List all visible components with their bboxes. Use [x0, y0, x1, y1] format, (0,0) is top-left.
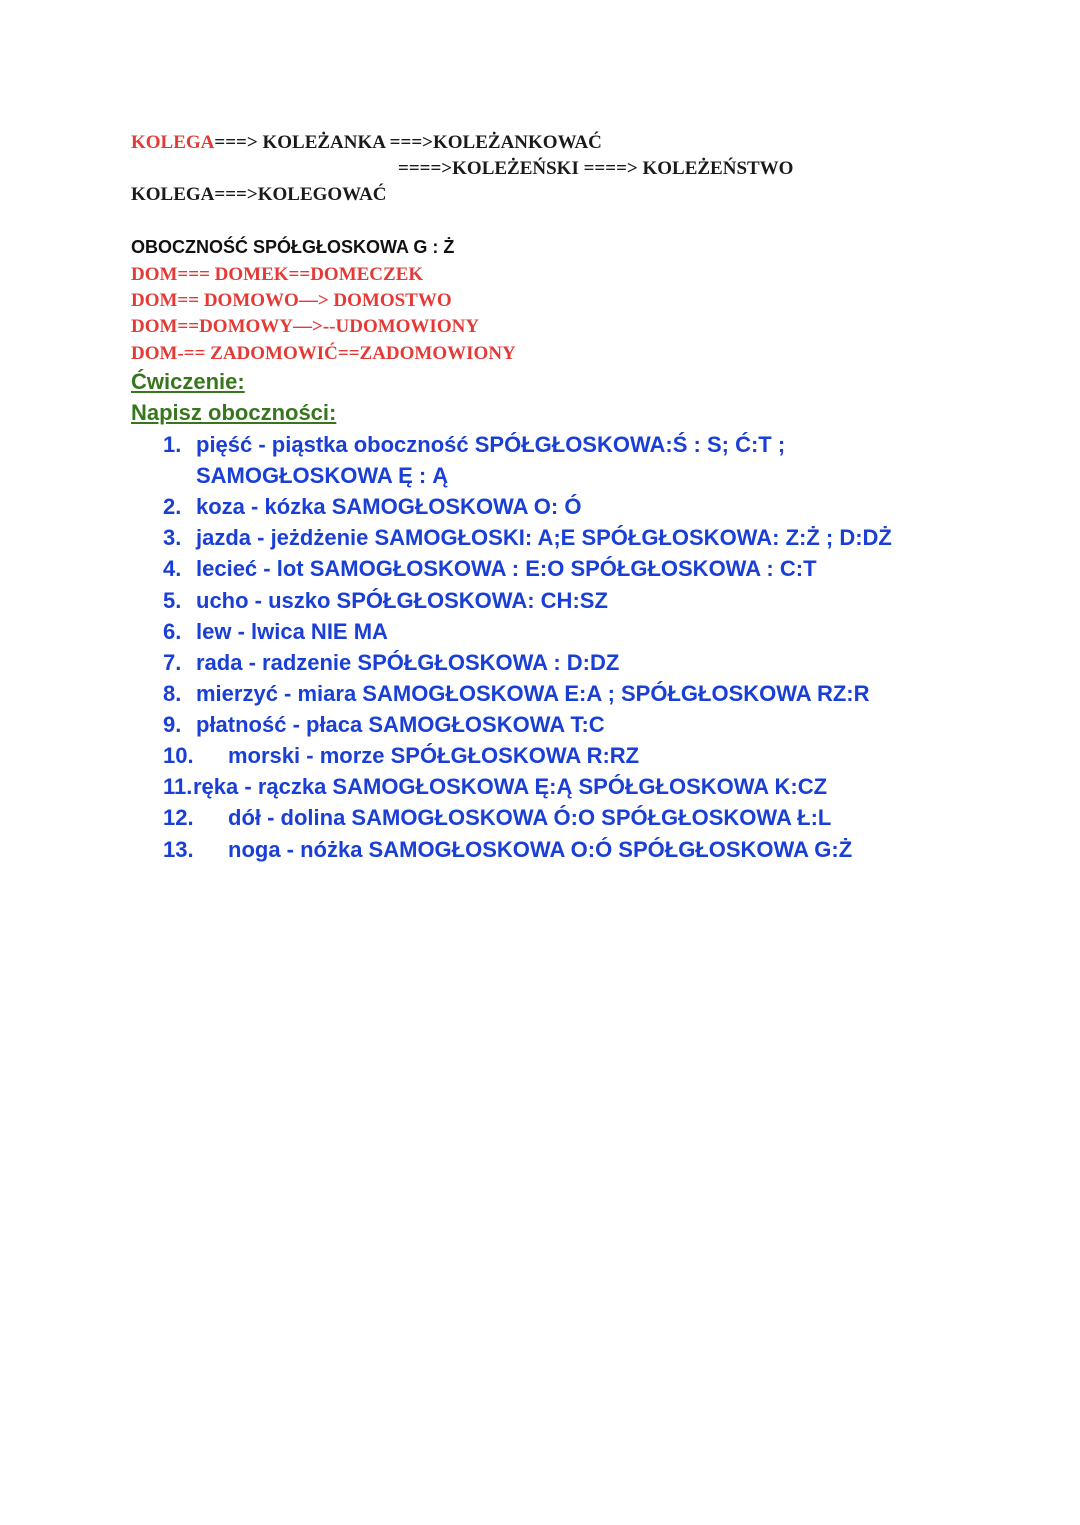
exercise-subtitle: Napisz oboczności: [131, 400, 337, 425]
exercise-item-text: ręka - rączka SAMOGŁOSKOWA Ę:Ą SPÓŁGŁOSKOWA K:CZ [193, 774, 828, 799]
exercise-item-text: koza - kózka SAMOGŁOSKOWA O: Ó [196, 494, 582, 519]
dom-line: DOM=== DOMEK==DOMECZEK [131, 264, 424, 285]
exercise-item-text: noga - nóżka SAMOGŁOSKOWA O:Ó SPÓŁGŁOSKOWA G:Ż [228, 837, 853, 862]
exercise-item-text: mierzyć - miara SAMOGŁOSKOWA E:A ; SPÓŁGŁOSKOWA RZ:R [196, 681, 870, 706]
exercise-item-text: dół - dolina SAMOGŁOSKOWA Ó:O SPÓŁGŁOSKOWA Ł:L [228, 805, 832, 830]
dom-line: DOM-== ZADOMOWIĆ==ZADOMOWIONY [131, 343, 516, 364]
derivation-chain: ===> KOLEŻANKA ===>KOLEŻANKOWAĆ [214, 132, 602, 153]
exercise-item-text: lecieć - lot SAMOGŁOSKOWA : E:O SPÓŁGŁOSKOWA : C:T [196, 556, 817, 581]
derivation-line-2: ====>KOLEŻEŃSKI ====> KOLEŻEŃSTWO [398, 158, 794, 179]
exercise-item-text: ucho - uszko SPÓŁGŁOSKOWA: CH:SZ [196, 588, 608, 613]
exercise-item-number: 5. [163, 588, 182, 613]
exercise-item-number: 11. [163, 774, 193, 799]
exercise-item-number: 7. [163, 650, 182, 675]
exercise-item-number: 3. [163, 525, 182, 550]
derivation-line-3: KOLEGA===>KOLEGOWAĆ [131, 184, 387, 205]
exercise-item-number: 10. [163, 743, 194, 768]
exercise-item-text: płatność - płaca SAMOGŁOSKOWA T:C [196, 712, 605, 737]
exercise-item-text: lew - lwica NIE MA [196, 619, 388, 644]
alternation-heading: OBOCZNOŚĆ SPÓŁGŁOSKOWA G : Ż [131, 237, 455, 257]
exercise-item-number: 1. [163, 432, 182, 457]
exercise-title: Ćwiczenie: [131, 369, 245, 394]
exercise-item-number: 4. [163, 556, 182, 581]
derivation-root-word: KOLEGA [131, 132, 215, 153]
dom-line: DOM==DOMOWY—>--UDOMOWIONY [131, 316, 480, 337]
exercise-item-number: 9. [163, 712, 182, 737]
exercise-item-number: 2. [163, 494, 182, 519]
exercise-item-number: 12. [163, 805, 194, 830]
derivation-line-1 [131, 133, 602, 152]
dom-line: DOM== DOMOWO—> DOMOSTWO [131, 290, 452, 311]
exercise-item-text: rada - radzenie SPÓŁGŁOSKOWA : D:DZ [196, 650, 620, 675]
exercise-item-text: pięść - piąstka oboczność SPÓŁGŁOSKOWA:Ś : S; Ć:T ; [196, 432, 786, 457]
exercise-item-text: morski - morze SPÓŁGŁOSKOWA R:RZ [228, 743, 640, 768]
exercise-item-number: 8. [163, 681, 182, 706]
exercise-item-number: 6. [163, 619, 182, 644]
exercise-item-number: 13. [163, 837, 194, 862]
exercise-item-text: jazda - jeżdżenie SAMOGŁOSKI: A;E SPÓŁGŁOSKOWA: Z:Ż ; D:DŻ [196, 525, 892, 550]
exercise-item-continuation: SAMOGŁOSKOWA Ę : Ą [196, 463, 449, 488]
